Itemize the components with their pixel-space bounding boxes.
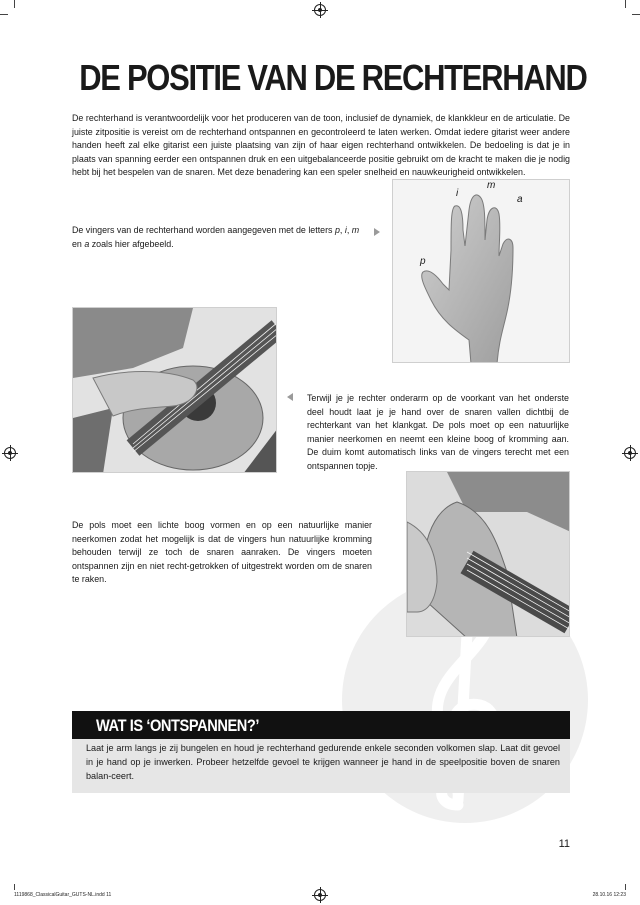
fingers-text-part: zoals hier afgebeeld. bbox=[89, 238, 174, 249]
crop-mark bbox=[625, 884, 626, 890]
registration-mark-icon bbox=[314, 4, 326, 16]
fingers-text-sep: , bbox=[339, 225, 345, 235]
finger-letter-m: m bbox=[351, 225, 360, 235]
finger-letter-a: a bbox=[84, 238, 90, 249]
tip-box-body bbox=[72, 739, 570, 793]
hand-label-a: a bbox=[517, 194, 523, 205]
fingers-text-part: en bbox=[72, 238, 85, 249]
registration-mark-icon bbox=[314, 889, 326, 901]
hand-photo bbox=[392, 179, 570, 363]
crop-mark bbox=[14, 0, 15, 8]
guitar-closeup-photo bbox=[406, 471, 570, 637]
registration-mark-icon bbox=[624, 447, 636, 459]
intro-paragraph: De rechterhand is verantwoordelijk voor het produceren van de toon, inclusief de dynamiek, de klankkleur en de articulatie. De juiste zitpositie is vereist om de rechterhand ontspannen en gecontroleerd te laten werken. Omdat iedere gitarist weer andere handen heeft zal elke gitarist een juiste plaatsing van zijn of haar eigen rechterhand ontwikkelen. De bedoeling is dat je in plaats van spanning eerder een ontspannen druk en een uitgebalanceerde positie gebruikt om de kracht te maken die je nodig hebt bij het bespelen van de snaren. Met deze benadering kan een speler snelheid en nauwkeurigheid ontwikkelen. bbox=[72, 113, 570, 178]
tip-box-text: Laat je arm langs je zij bungelen en houd je rechterhand gedurende enkele seconden volkomen slap. Laat dit gevoel in je hand op je inwerken. Probeer hetzelfde gevoel te krijgen wanneer je hand in de speelpositie boven de snaren balan-ceert. bbox=[86, 743, 560, 781]
crop-mark bbox=[625, 0, 626, 8]
guitar-playing-photo bbox=[72, 307, 277, 473]
hand-label-i: i bbox=[456, 188, 459, 199]
tip-box-header bbox=[72, 711, 570, 739]
fingers-text-sep: , bbox=[346, 225, 352, 235]
fingers-text-part: De vingers van de rechterhand worden aangegeven met de letters bbox=[72, 225, 335, 235]
finger-letter-p: p bbox=[334, 225, 340, 235]
fingers-paragraph bbox=[72, 224, 362, 251]
wrist-paragraph: Terwijl je je rechter onderarm op de voorkant van het onderste deel houdt laat je je hand over de snaren vallen dichtbij de rechterkant van het klankgat. De pols moet op een natuurlijke manier neerkomen en neemt een kleine boog of kromming aan. De duim komt automatisch links van de vingers terecht met een ontspannen topje. bbox=[307, 393, 569, 471]
arrow-right-icon bbox=[374, 228, 380, 236]
hand-label-m: m bbox=[487, 180, 496, 191]
wrist-curve-paragraph: De pols moet een lichte boog vormen en op een natuurlijke manier neerkomen zodat het mogelijk is dat de vingers hun natuurlijke kromming behouden terwijl ze toch de snaren aanraken. De vingers moeten ontspannen zijn en niet recht-getrokken of uitgestrekt worden om de snaren te raken. bbox=[72, 520, 372, 585]
finger-letter-i: i bbox=[344, 225, 347, 235]
registration-mark-icon bbox=[4, 447, 16, 459]
arrow-left-icon bbox=[287, 393, 293, 401]
hand-label-p: p bbox=[420, 256, 426, 267]
footer-file-name: 1119868_ClassicalGuitar_GUTS-NL.indd 11 bbox=[14, 892, 112, 898]
page-title: DE POSITIE VAN DE RECHTERHAND bbox=[79, 57, 587, 98]
crop-mark bbox=[632, 14, 640, 15]
tip-box-heading: WAT IS ‘ONTSPANNEN?’ bbox=[96, 716, 260, 735]
crop-mark bbox=[14, 884, 15, 890]
footer-date: 28.10.16 12:23 bbox=[592, 892, 626, 898]
crop-mark bbox=[0, 14, 8, 15]
page-number: 11 bbox=[558, 838, 570, 850]
